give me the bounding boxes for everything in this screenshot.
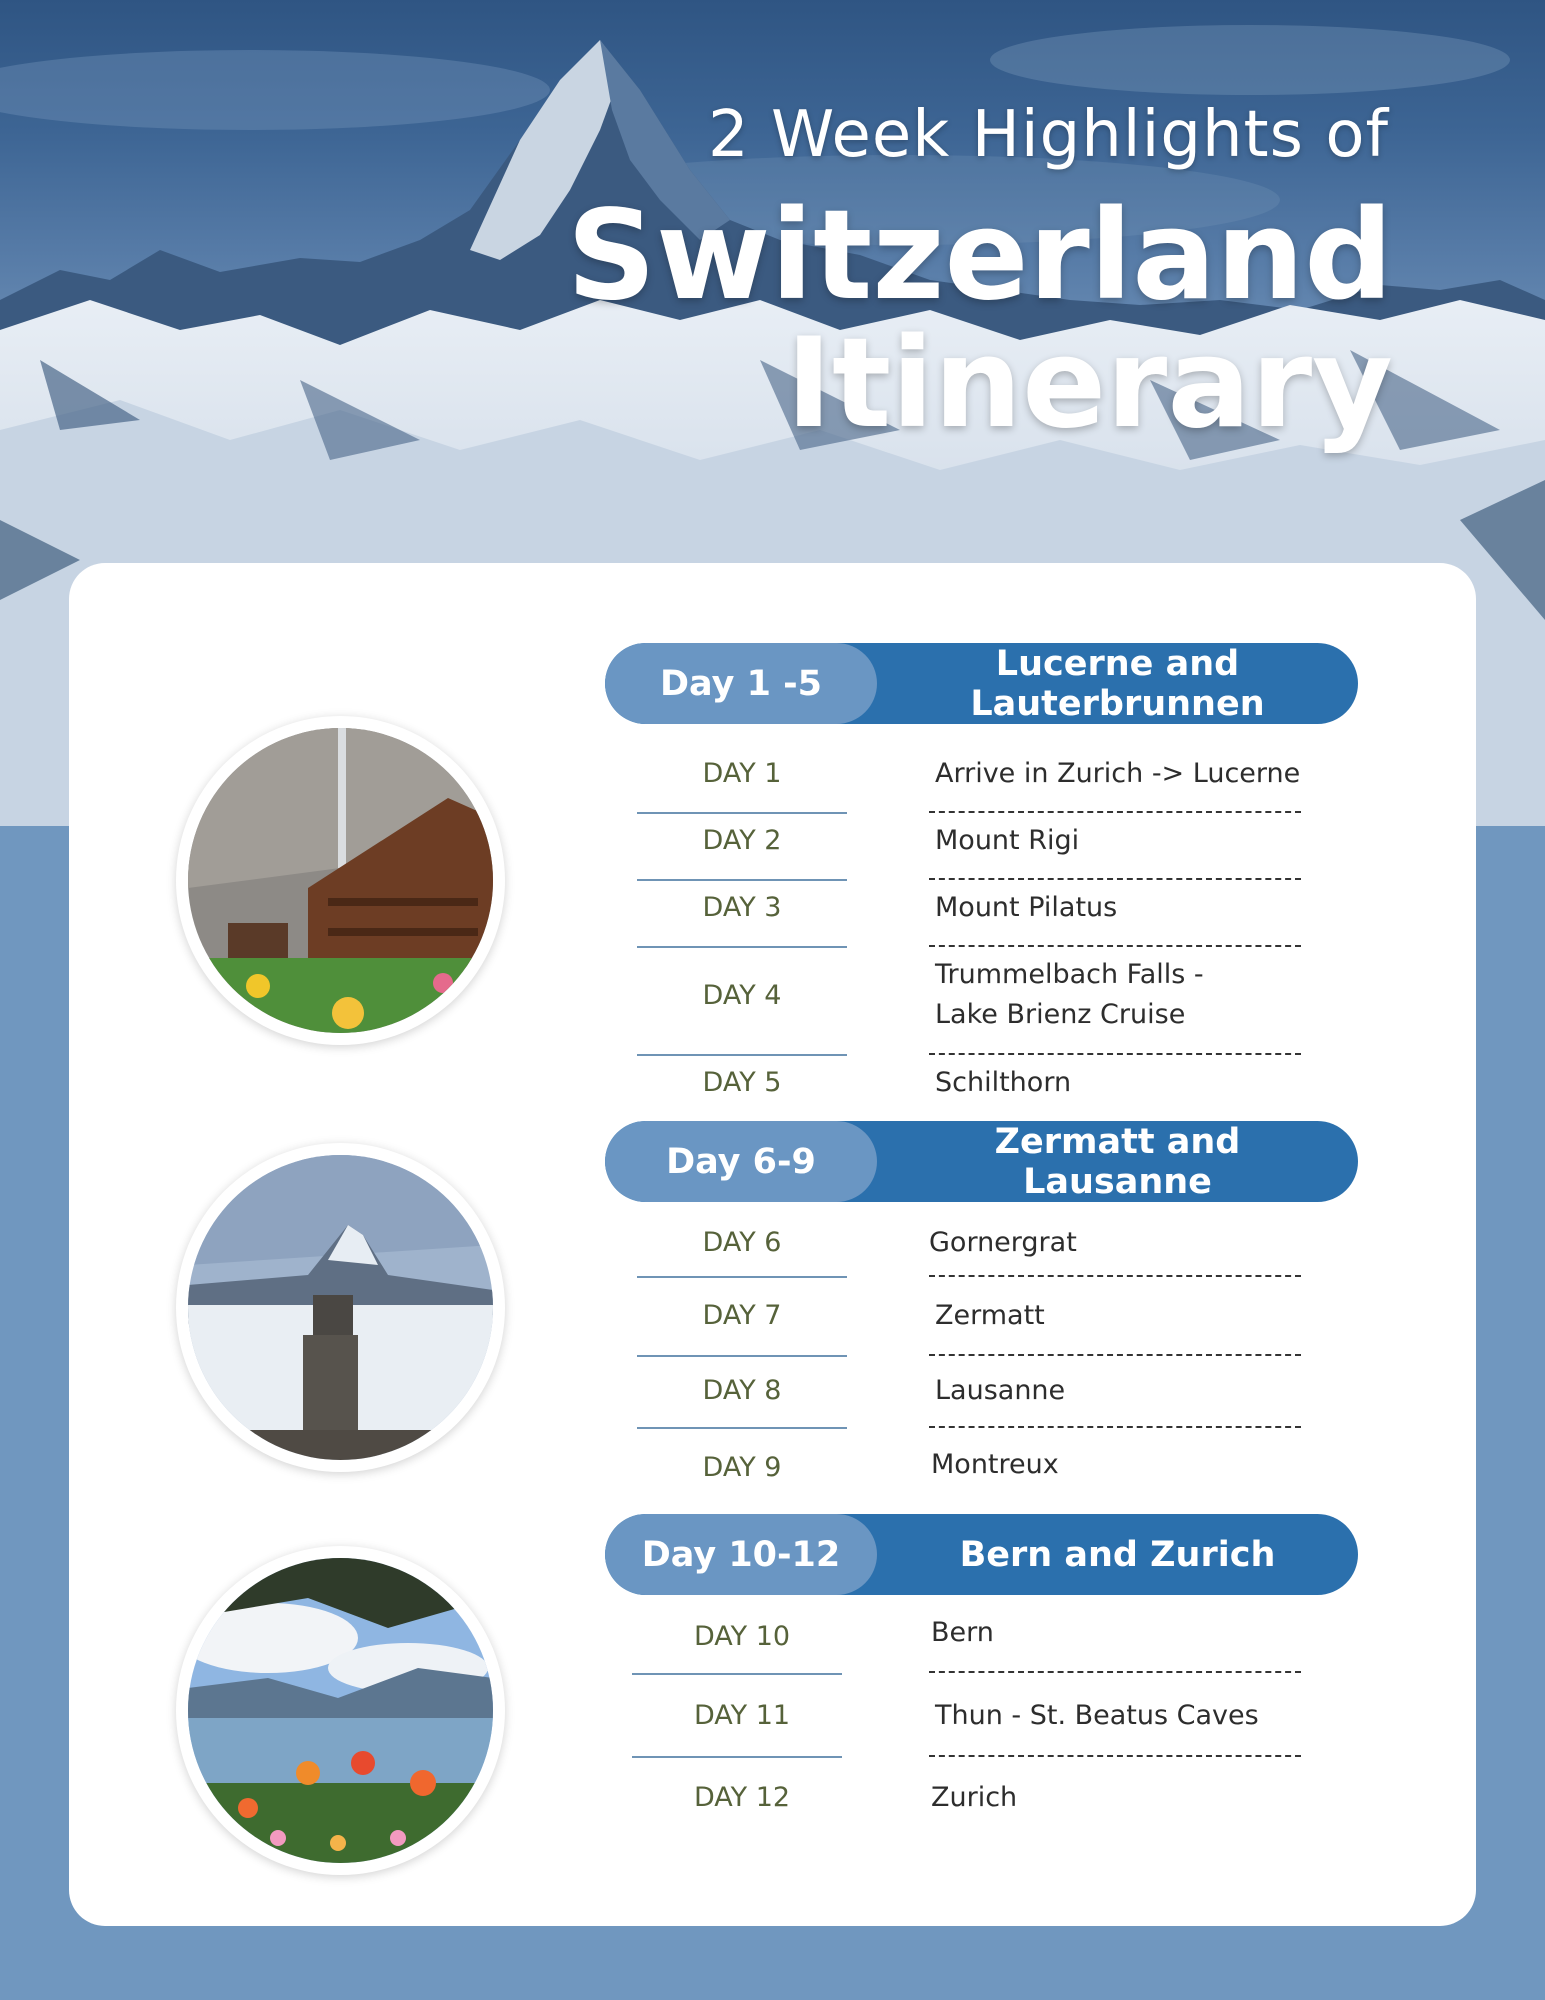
day-label: DAY 7: [702, 1300, 782, 1331]
day-label: DAY 3: [702, 892, 782, 923]
photo-lauterbrunnen: [176, 716, 505, 1045]
day-label: DAY 5: [702, 1067, 782, 1098]
divider-solid: [637, 879, 847, 881]
day-place: Thun - St. Beatus Caves: [935, 1700, 1259, 1731]
section-title-2: [877, 1121, 1358, 1202]
divider-solid: [637, 812, 847, 814]
day-label: DAY 10: [693, 1621, 791, 1652]
divider-dashed: [929, 1053, 1301, 1055]
day-place: Zermatt: [935, 1300, 1045, 1331]
itinerary-card: [69, 563, 1476, 1926]
divider-dashed: [929, 811, 1301, 813]
day-label: DAY 1: [702, 758, 782, 789]
matterhorn-cairn-image: [188, 1155, 493, 1460]
day-label: DAY 9: [702, 1452, 782, 1483]
section-header-3: [605, 1514, 1358, 1595]
day-place: Mount Rigi: [935, 825, 1080, 856]
section-range-1: Day 1 -5: [605, 643, 877, 724]
section-title-3: Bern and Zurich: [959, 1534, 1276, 1575]
day-place: Bern: [931, 1617, 994, 1648]
day-place: Mount Pilatus: [935, 892, 1118, 923]
divider-dashed: [929, 1426, 1301, 1428]
day-place: Montreux: [931, 1449, 1059, 1480]
day-place: Arrive in Zurich -> Lucerne: [935, 758, 1301, 789]
divider-solid: [632, 1756, 842, 1758]
section-header-1: [605, 643, 1358, 724]
title-line-itinerary: Itinerary: [785, 312, 1393, 456]
section-title-1: [877, 643, 1358, 724]
day-label: DAY 6: [702, 1227, 782, 1258]
divider-dashed: [929, 1354, 1301, 1356]
lauterbrunnen-chalet-image: [188, 728, 493, 1033]
divider-solid: [637, 1427, 847, 1429]
divider-dashed: [929, 945, 1301, 947]
montreux-tulips-image: [188, 1558, 493, 1863]
divider-dashed: [929, 1275, 1301, 1277]
divider-solid: [637, 1355, 847, 1357]
title-subheading: 2 Week Highlights of: [707, 98, 1389, 172]
page-title: [566, 184, 1393, 456]
divider-solid: [632, 1673, 842, 1675]
section-title-1-text: Lucerne and Lauterbrunnen: [970, 643, 1265, 724]
section-range-3: Day 10-12: [605, 1514, 877, 1595]
photo-montreux-tulips: [176, 1546, 505, 1875]
day-label: DAY 2: [702, 825, 782, 856]
day-label: DAY 11: [693, 1700, 791, 1731]
day-label: DAY 12: [693, 1782, 791, 1813]
day-place: Trummelbach Falls - Lake Brienz Cruise: [935, 959, 1204, 1030]
divider-solid: [637, 1054, 847, 1056]
photo-matterhorn-cairn: [176, 1143, 505, 1472]
section-header-2: [605, 1121, 1358, 1202]
day-place: Gornergrat: [929, 1227, 1077, 1258]
divider-solid: [637, 946, 847, 948]
day-label: DAY 8: [702, 1375, 782, 1406]
section-range-2: Day 6-9: [605, 1121, 877, 1202]
divider-dashed: [929, 878, 1301, 880]
divider-dashed: [929, 1671, 1301, 1673]
divider-solid: [637, 1276, 847, 1278]
title-line-switzerland: Switzerland: [566, 184, 1393, 328]
section-title-2-text: Zermatt and Lausanne: [994, 1121, 1241, 1202]
divider-dashed: [929, 1755, 1301, 1757]
day-label: DAY 4: [702, 980, 782, 1011]
day-place: Zurich: [931, 1782, 1018, 1813]
day-place: Lausanne: [935, 1375, 1066, 1406]
day-place: Schilthorn: [935, 1067, 1072, 1098]
